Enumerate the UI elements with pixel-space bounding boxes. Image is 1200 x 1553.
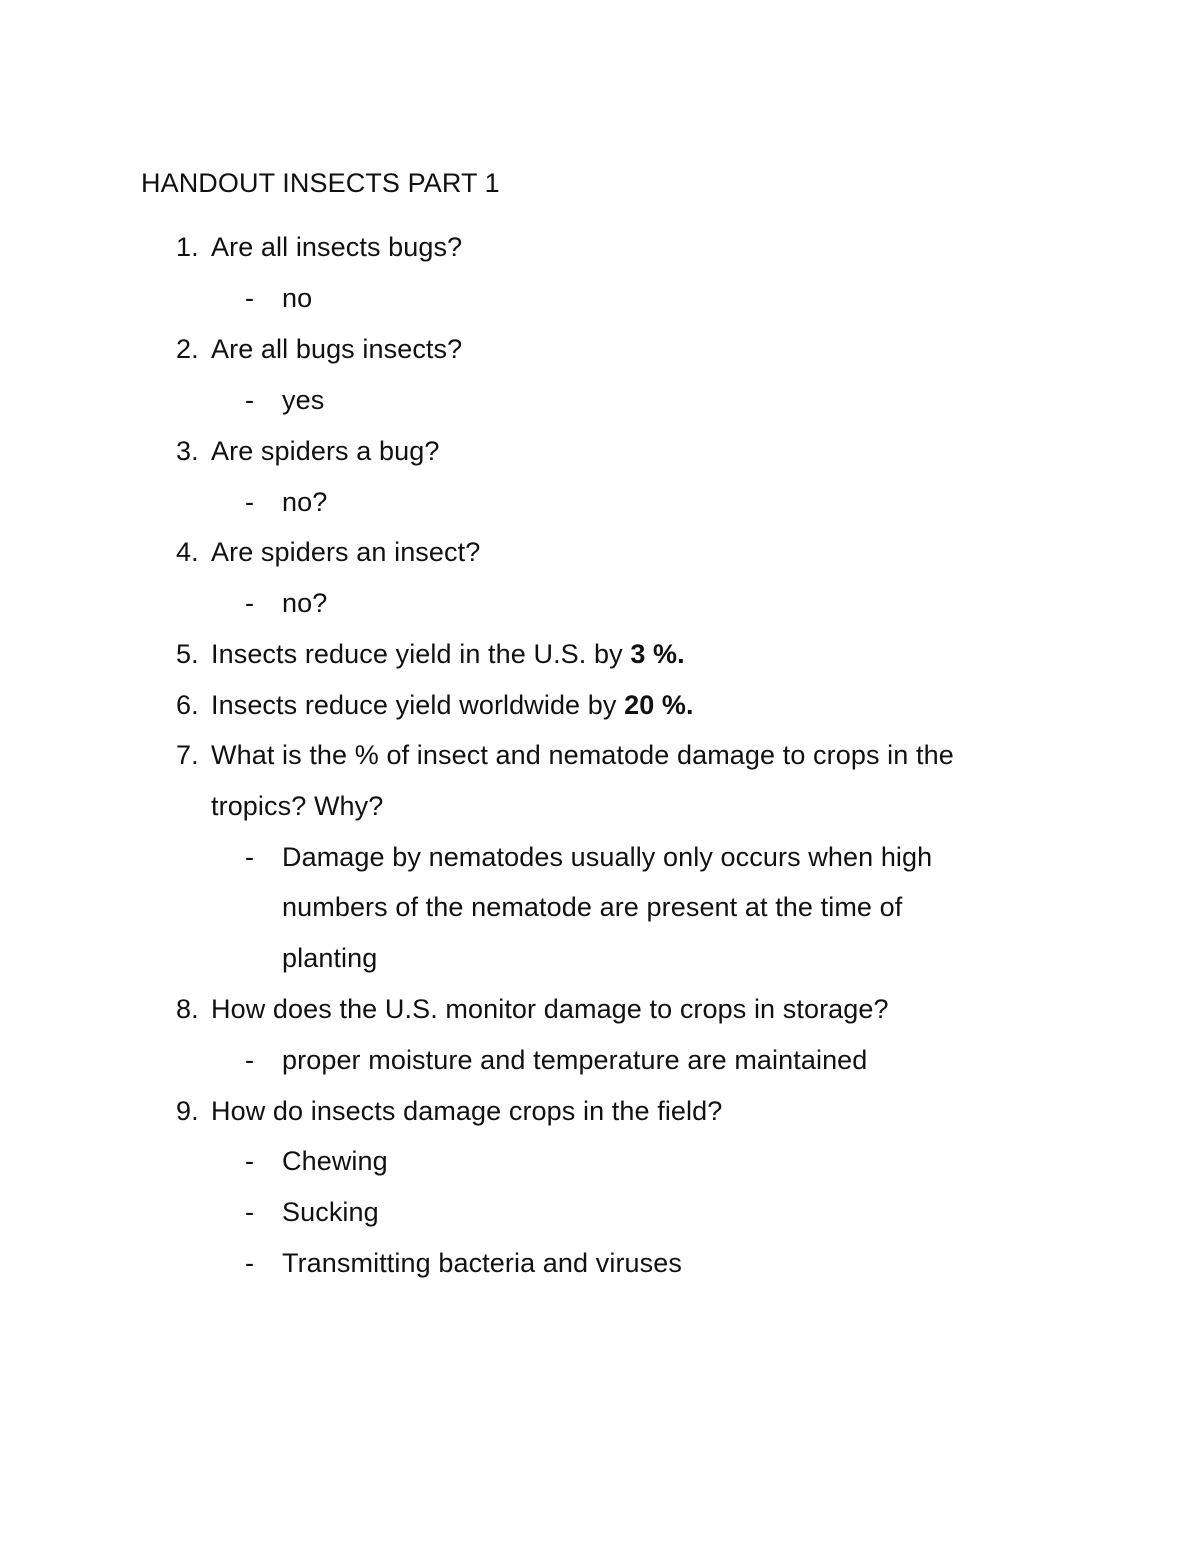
item-answer: Transmitting bacteria and viruses [282, 1248, 682, 1278]
item-number: 2. [176, 334, 199, 364]
item-statement [211, 638, 685, 670]
dash-bullet: - [245, 385, 255, 415]
item-text: Insects reduce yield worldwide by [211, 690, 625, 720]
item-answer: no? [282, 588, 328, 618]
item-answer: no [282, 283, 313, 313]
item-question: Are spiders an insect? [211, 537, 481, 567]
dash-bullet: - [245, 1248, 255, 1278]
item-number: 4. [176, 537, 199, 567]
item-answer: yes [282, 385, 325, 415]
item-number: 1. [176, 232, 199, 262]
item-number: 8. [176, 994, 199, 1024]
item-number: 9. [176, 1096, 199, 1126]
item-number: 7. [176, 740, 199, 770]
item-answer: Sucking [282, 1197, 379, 1227]
item-question: tropics? Why? [211, 791, 384, 821]
item-number: 6. [176, 690, 199, 720]
dash-bullet: - [245, 283, 255, 313]
dash-bullet: - [245, 1045, 255, 1075]
item-statement [211, 689, 694, 721]
item-bold-value: 3 %. [630, 639, 685, 669]
item-answer: Chewing [282, 1146, 388, 1176]
item-answer: Damage by nematodes usually only occurs when high [282, 842, 933, 872]
item-question: Are all bugs insects? [211, 334, 463, 364]
item-text: Insects reduce yield in the U.S. by [211, 639, 631, 669]
item-number: 5. [176, 639, 199, 669]
item-answer: proper moisture and temperature are maintained [282, 1045, 868, 1075]
item-answer: numbers of the nematode are present at the time of [282, 892, 903, 922]
dash-bullet: - [245, 1197, 255, 1227]
item-question: Are all insects bugs? [211, 232, 463, 262]
item-answer: no? [282, 487, 328, 517]
item-question: How do insects damage crops in the field? [211, 1096, 723, 1126]
item-question: How does the U.S. monitor damage to crops in storage? [211, 994, 889, 1024]
item-question: Are spiders a bug? [211, 436, 440, 466]
document-title: HANDOUT INSECTS PART 1 [141, 168, 500, 198]
item-answer: planting [282, 943, 378, 973]
dash-bullet: - [245, 842, 255, 872]
dash-bullet: - [245, 1146, 255, 1176]
dash-bullet: - [245, 487, 255, 517]
dash-bullet: - [245, 588, 255, 618]
item-bold-value: 20 %. [624, 690, 694, 720]
item-number: 3. [176, 436, 199, 466]
item-question: What is the % of insect and nematode damage to crops in the [211, 740, 954, 770]
